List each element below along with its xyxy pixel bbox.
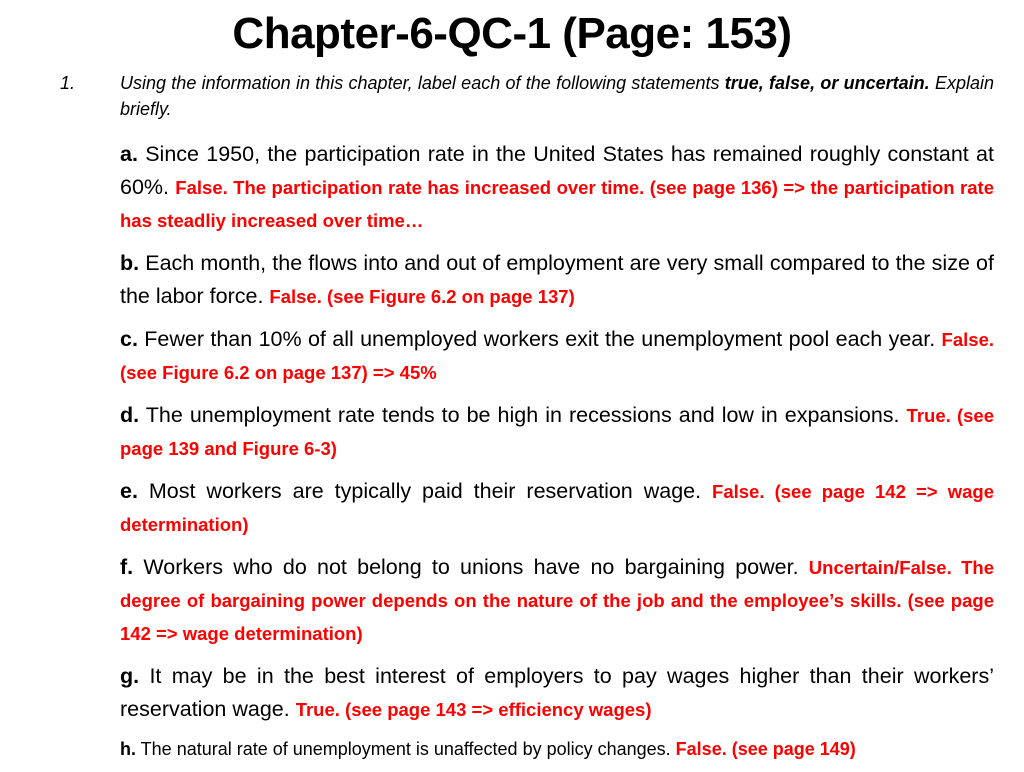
statement-text: The natural rate of unemployment is unaffected by policy changes. — [136, 739, 676, 759]
statement-text: Workers who do not belong to unions have no bargaining power. — [133, 555, 809, 579]
question-1 — [60, 70, 994, 122]
slide-title: Chapter-6-QC-1 (Page: 153) — [232, 9, 792, 58]
statement-d — [120, 399, 994, 465]
statement-h — [120, 736, 994, 762]
statement-answer: False. The participation rate has increased over time. (see page 136) => the participation rate has steadliy increased over time… — [120, 177, 994, 231]
statement-list — [120, 138, 994, 772]
statement-letter: h. — [120, 739, 136, 759]
statement-text: Each month, the flows into and out of employment are very small compared to the size of the labor force. — [120, 251, 994, 308]
statement-answer: False. (see page 142 => wage determination) — [120, 481, 994, 535]
statement-answer: False. (see Figure 6.2 on page 137) — [269, 286, 575, 307]
statement-text: Since 1950, the participation rate in the United States has remained roughly constant at 60%. — [120, 142, 994, 199]
statement-e — [120, 475, 994, 541]
question-number: 1. — [60, 73, 76, 93]
statement-answer: False. (see Figure 6.2 on page 137) => 45% — [120, 329, 994, 383]
statement-letter: a. — [120, 142, 138, 166]
statement-text: The unemployment rate tends to be high in recessions and low in expansions. — [139, 403, 907, 427]
statement-text: Fewer than 10% of all unemployed workers exit the unemployment pool each year. — [137, 327, 942, 351]
statement-f — [120, 551, 994, 650]
statement-text: It may be in the best interest of employers to pay wages higher than their workers’ reservation wage. — [120, 664, 994, 721]
question-text — [120, 70, 994, 122]
statement-answer: True. (see page 139 and Figure 6-3) — [120, 405, 994, 459]
question-text-intro: Using the information in this chapter, label each of the following statements — [120, 73, 725, 93]
question-text-instruction: Explain briefly. — [120, 73, 994, 119]
statement-a — [120, 138, 994, 237]
statement-c — [120, 323, 994, 389]
statement-letter: f. — [120, 555, 134, 579]
statement-letter: b. — [120, 251, 140, 275]
question-text-options: true, false, or uncertain. — [724, 73, 930, 93]
statement-b — [120, 247, 994, 313]
statement-answer: True. (see page 143 => efficiency wages) — [295, 699, 652, 720]
statement-answer: Uncertain/False. The degree of bargaining power depends on the nature of the job and the employee’s skills. (see page 142 => wage determination) — [120, 557, 994, 644]
statement-letter: d. — [120, 403, 140, 427]
statement-answer: False. (see page 149) — [675, 739, 856, 759]
statement-letter: g. — [120, 664, 140, 688]
statement-letter: e. — [120, 479, 138, 503]
statement-letter: c. — [120, 327, 138, 351]
statement-text: Most workers are typically paid their reservation wage. — [137, 479, 713, 503]
statement-g — [120, 660, 994, 726]
